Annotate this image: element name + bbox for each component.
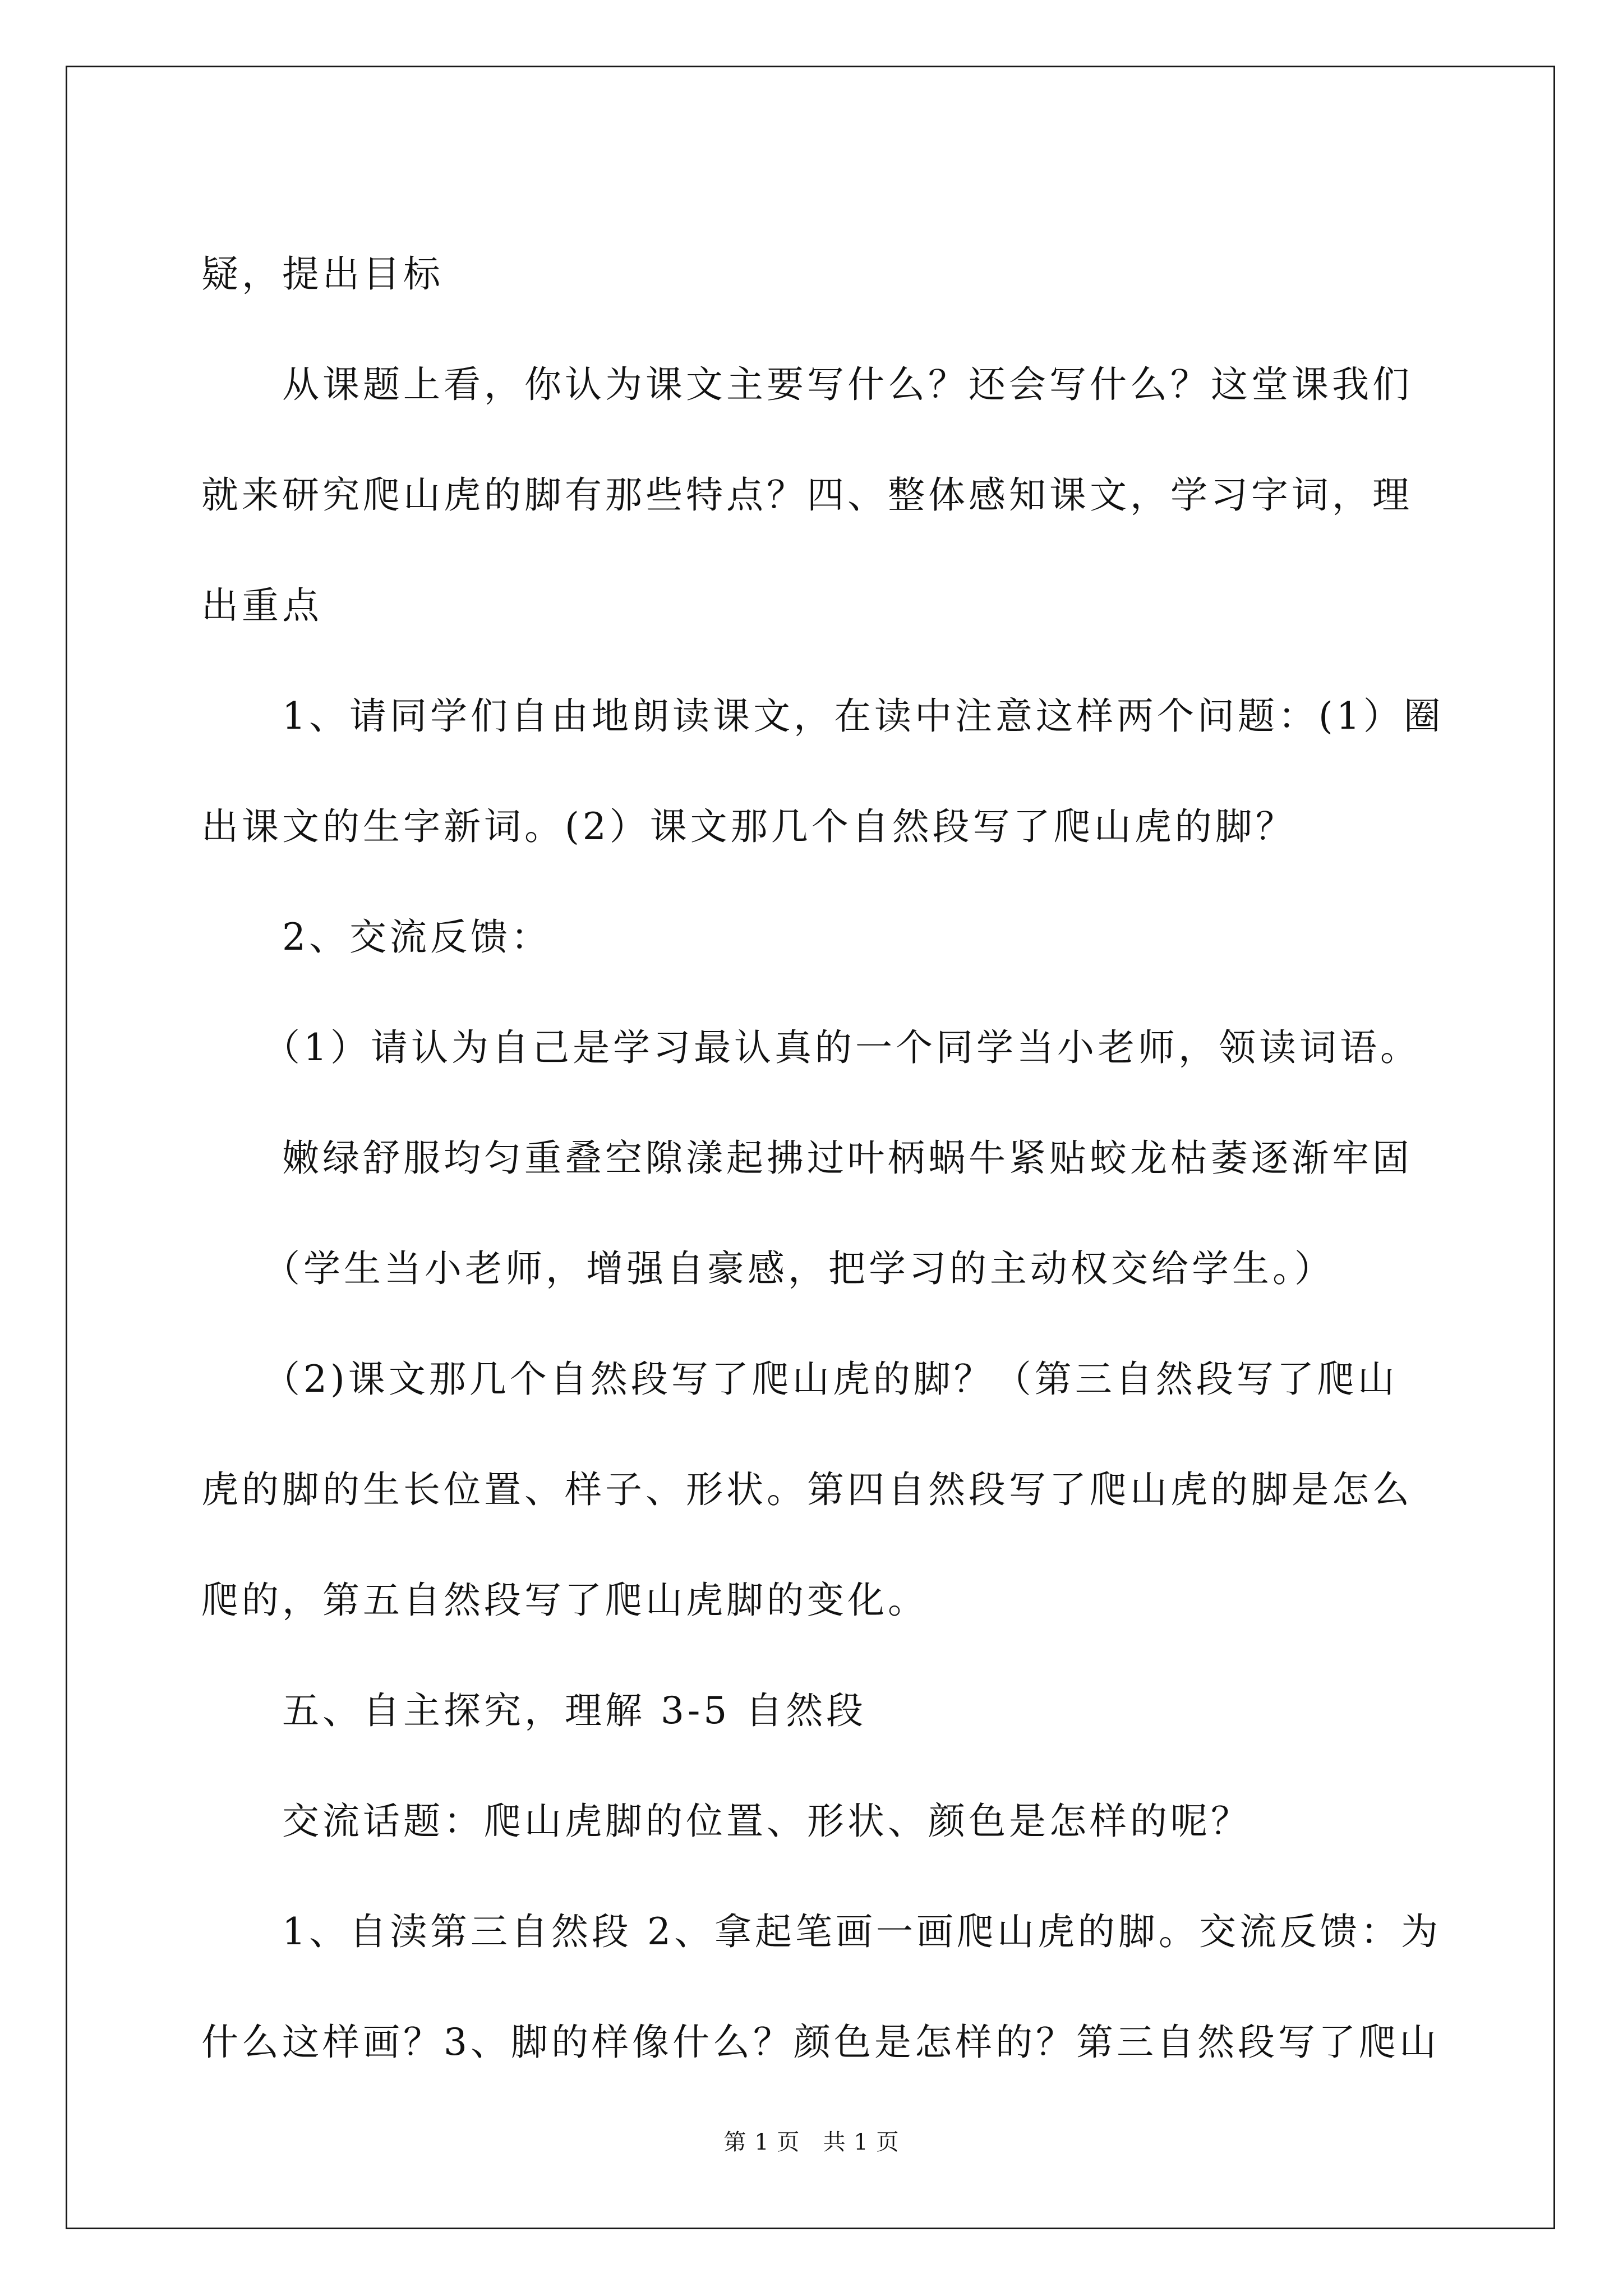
document-body: [201, 219, 1444, 2097]
text-line: 1、请同学们自由地朗读课文，在读中注意这样两个问题：(1）圈: [282, 694, 1444, 738]
text-line: 出重点: [201, 584, 322, 627]
text-line: 爬的，第五自然段写了爬山虎脚的变化。: [201, 1579, 928, 1622]
text-line: （2)课文那几个自然段写了爬山虎的脚？（第三自然段写了爬山: [263, 1358, 1398, 1401]
text-line: 疑，提出目标: [201, 252, 444, 296]
page-footer: [0, 2124, 1623, 2156]
text-line: 五、自主探究，理解 3-5 自然段: [282, 1689, 867, 1732]
text-line: （学生当小老师，增强自豪感，把学习的主动权交给学生。）: [263, 1247, 1335, 1290]
text-line: 出课文的生字新词。(2）课文那几个自然段写了爬山虎的脚？: [201, 805, 1296, 848]
text-line: 嫩绿舒服均匀重叠空隙漾起拂过叶柄蜗牛紧贴蛟龙枯萎逐渐牢固: [282, 1137, 1413, 1180]
text-line: 就来研究爬山虎的脚有那些特点？四、整体感知课文，学习字词，理: [201, 473, 1413, 517]
text-line: 2、交流反馈：: [282, 915, 551, 959]
text-line: 从课题上看，你认为课文主要写什么？还会写什么？这堂课我们: [282, 363, 1413, 406]
page-number: 第 1 页 共 1 页: [723, 2129, 900, 2155]
text-line: 1、自渎第三自然段 2、拿起笔画一画爬山虎的脚。交流反馈：为: [282, 1910, 1441, 1953]
text-line: 什么这样画？3、脚的样像什么？颜色是怎样的？第三自然段写了爬山: [201, 2021, 1440, 2064]
text-line: （1）请认为自己是学习最认真的一个同学当小老师，领读词语。: [263, 1026, 1421, 1069]
text-line: 交流话题：爬山虎脚的位置、形状、颜色是怎样的呢？: [282, 1800, 1251, 1843]
text-line: 虎的脚的生长位置、样子、形状。第四自然段写了爬山虎的脚是怎么: [201, 1468, 1413, 1511]
